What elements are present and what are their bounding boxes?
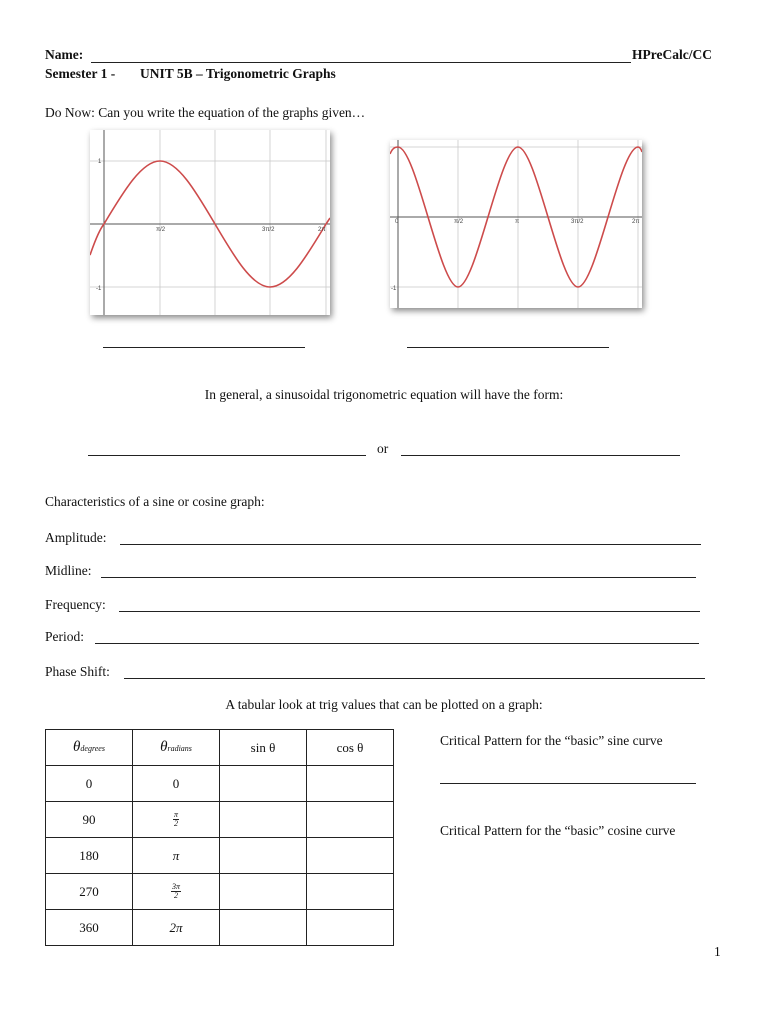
table-row: [46, 910, 394, 946]
graph2-tick-0: 0: [395, 219, 399, 225]
graph2-tick-ym1: -1: [391, 286, 397, 292]
cosine-graph-svg: [390, 140, 642, 308]
table-header-row: [46, 730, 394, 766]
graph2-tick-pi-half: π/2: [454, 219, 464, 225]
radians-cell: [133, 874, 220, 910]
cos-cell[interactable]: [307, 874, 394, 910]
header-sin: sin θ: [220, 730, 307, 766]
radians-cell: π: [133, 838, 220, 874]
cos-cell[interactable]: [307, 766, 394, 802]
graph1-answer-blank[interactable]: [103, 347, 305, 348]
degrees-cell: 180: [46, 838, 133, 874]
period-label: Period:: [45, 629, 84, 644]
graph1-tick-y1: 1: [98, 159, 102, 165]
graph2-tick-2pi: 2π: [632, 219, 640, 225]
cosine-graph: [390, 140, 642, 308]
sin-cell[interactable]: [220, 874, 307, 910]
name-blank[interactable]: [91, 62, 631, 63]
frequency-label: Frequency:: [45, 597, 106, 612]
do-now-prompt: Do Now: Can you write the equation of the graphs given…: [45, 105, 366, 120]
midline-label: Midline:: [45, 563, 92, 578]
or-text: or: [377, 441, 389, 456]
course-label: HPreCalc/CC: [632, 47, 712, 62]
sin-cell[interactable]: [220, 910, 307, 946]
table-row: [46, 766, 394, 802]
amplitude-label: Amplitude:: [45, 530, 107, 545]
critical-sine-blank[interactable]: [440, 783, 696, 784]
degrees-cell: 360: [46, 910, 133, 946]
graph1-tick-2pi: 2π: [318, 227, 326, 233]
sine-graph: [90, 130, 330, 315]
cos-cell[interactable]: [307, 910, 394, 946]
table-row: [46, 802, 394, 838]
radians-cell: 2π: [133, 910, 220, 946]
graph1-tick-pi-half: π/2: [156, 227, 166, 233]
header-radians: θradians: [133, 730, 220, 766]
degrees-cell: 270: [46, 874, 133, 910]
radians-fraction: $\frac{3\pi}{2}$: [171, 882, 180, 901]
amplitude-blank[interactable]: [120, 544, 701, 545]
table-row: [46, 874, 394, 910]
trig-values-table: [45, 729, 394, 946]
graph1-tick-ym1: -1: [96, 286, 102, 292]
phase-shift-blank[interactable]: [124, 678, 705, 679]
radians-cell: [133, 802, 220, 838]
cos-cell[interactable]: [307, 838, 394, 874]
critical-sine-label: Critical Pattern for the “basic” sine curve: [440, 733, 663, 748]
general-form-blank-2[interactable]: [401, 455, 680, 456]
general-form-text: In general, a sinusoidal trigonometric equation will have the form:: [204, 387, 564, 402]
general-form-blank-1[interactable]: [88, 455, 366, 456]
semester-label: Semester 1 -: [45, 66, 116, 81]
degrees-cell: 0: [46, 766, 133, 802]
header-degrees: θdegrees: [46, 730, 133, 766]
graph2-answer-blank[interactable]: [407, 347, 609, 348]
radians-cell: 0: [133, 766, 220, 802]
critical-cosine-label: Critical Pattern for the “basic” cosine curve: [440, 823, 676, 838]
sin-cell[interactable]: [220, 802, 307, 838]
sine-graph-svg: [90, 130, 330, 315]
degrees-cell: 90: [46, 802, 133, 838]
cos-cell[interactable]: [307, 802, 394, 838]
frequency-blank[interactable]: [119, 611, 700, 612]
unit-title: UNIT 5B – Trigonometric Graphs: [140, 66, 336, 81]
radians-fraction: $\frac{\pi}{2}$: [173, 810, 178, 829]
table-row: [46, 838, 394, 874]
sin-cell[interactable]: [220, 838, 307, 874]
name-label: Name:: [45, 47, 84, 62]
period-blank[interactable]: [95, 643, 699, 644]
tabular-heading: A tabular look at trig values that can be plotted on a graph:: [225, 697, 543, 712]
phase-shift-label: Phase Shift:: [45, 664, 110, 679]
sin-cell[interactable]: [220, 766, 307, 802]
graph1-tick-3pi-half: 3π/2: [262, 227, 275, 233]
characteristics-heading: Characteristics of a sine or cosine graph:: [45, 494, 265, 509]
graph2-tick-pi: π: [515, 219, 520, 225]
header-cos: cos θ: [307, 730, 394, 766]
midline-blank[interactable]: [101, 577, 696, 578]
graph2-tick-3pi-half: 3π/2: [571, 219, 584, 225]
page-number: 1: [714, 944, 721, 959]
